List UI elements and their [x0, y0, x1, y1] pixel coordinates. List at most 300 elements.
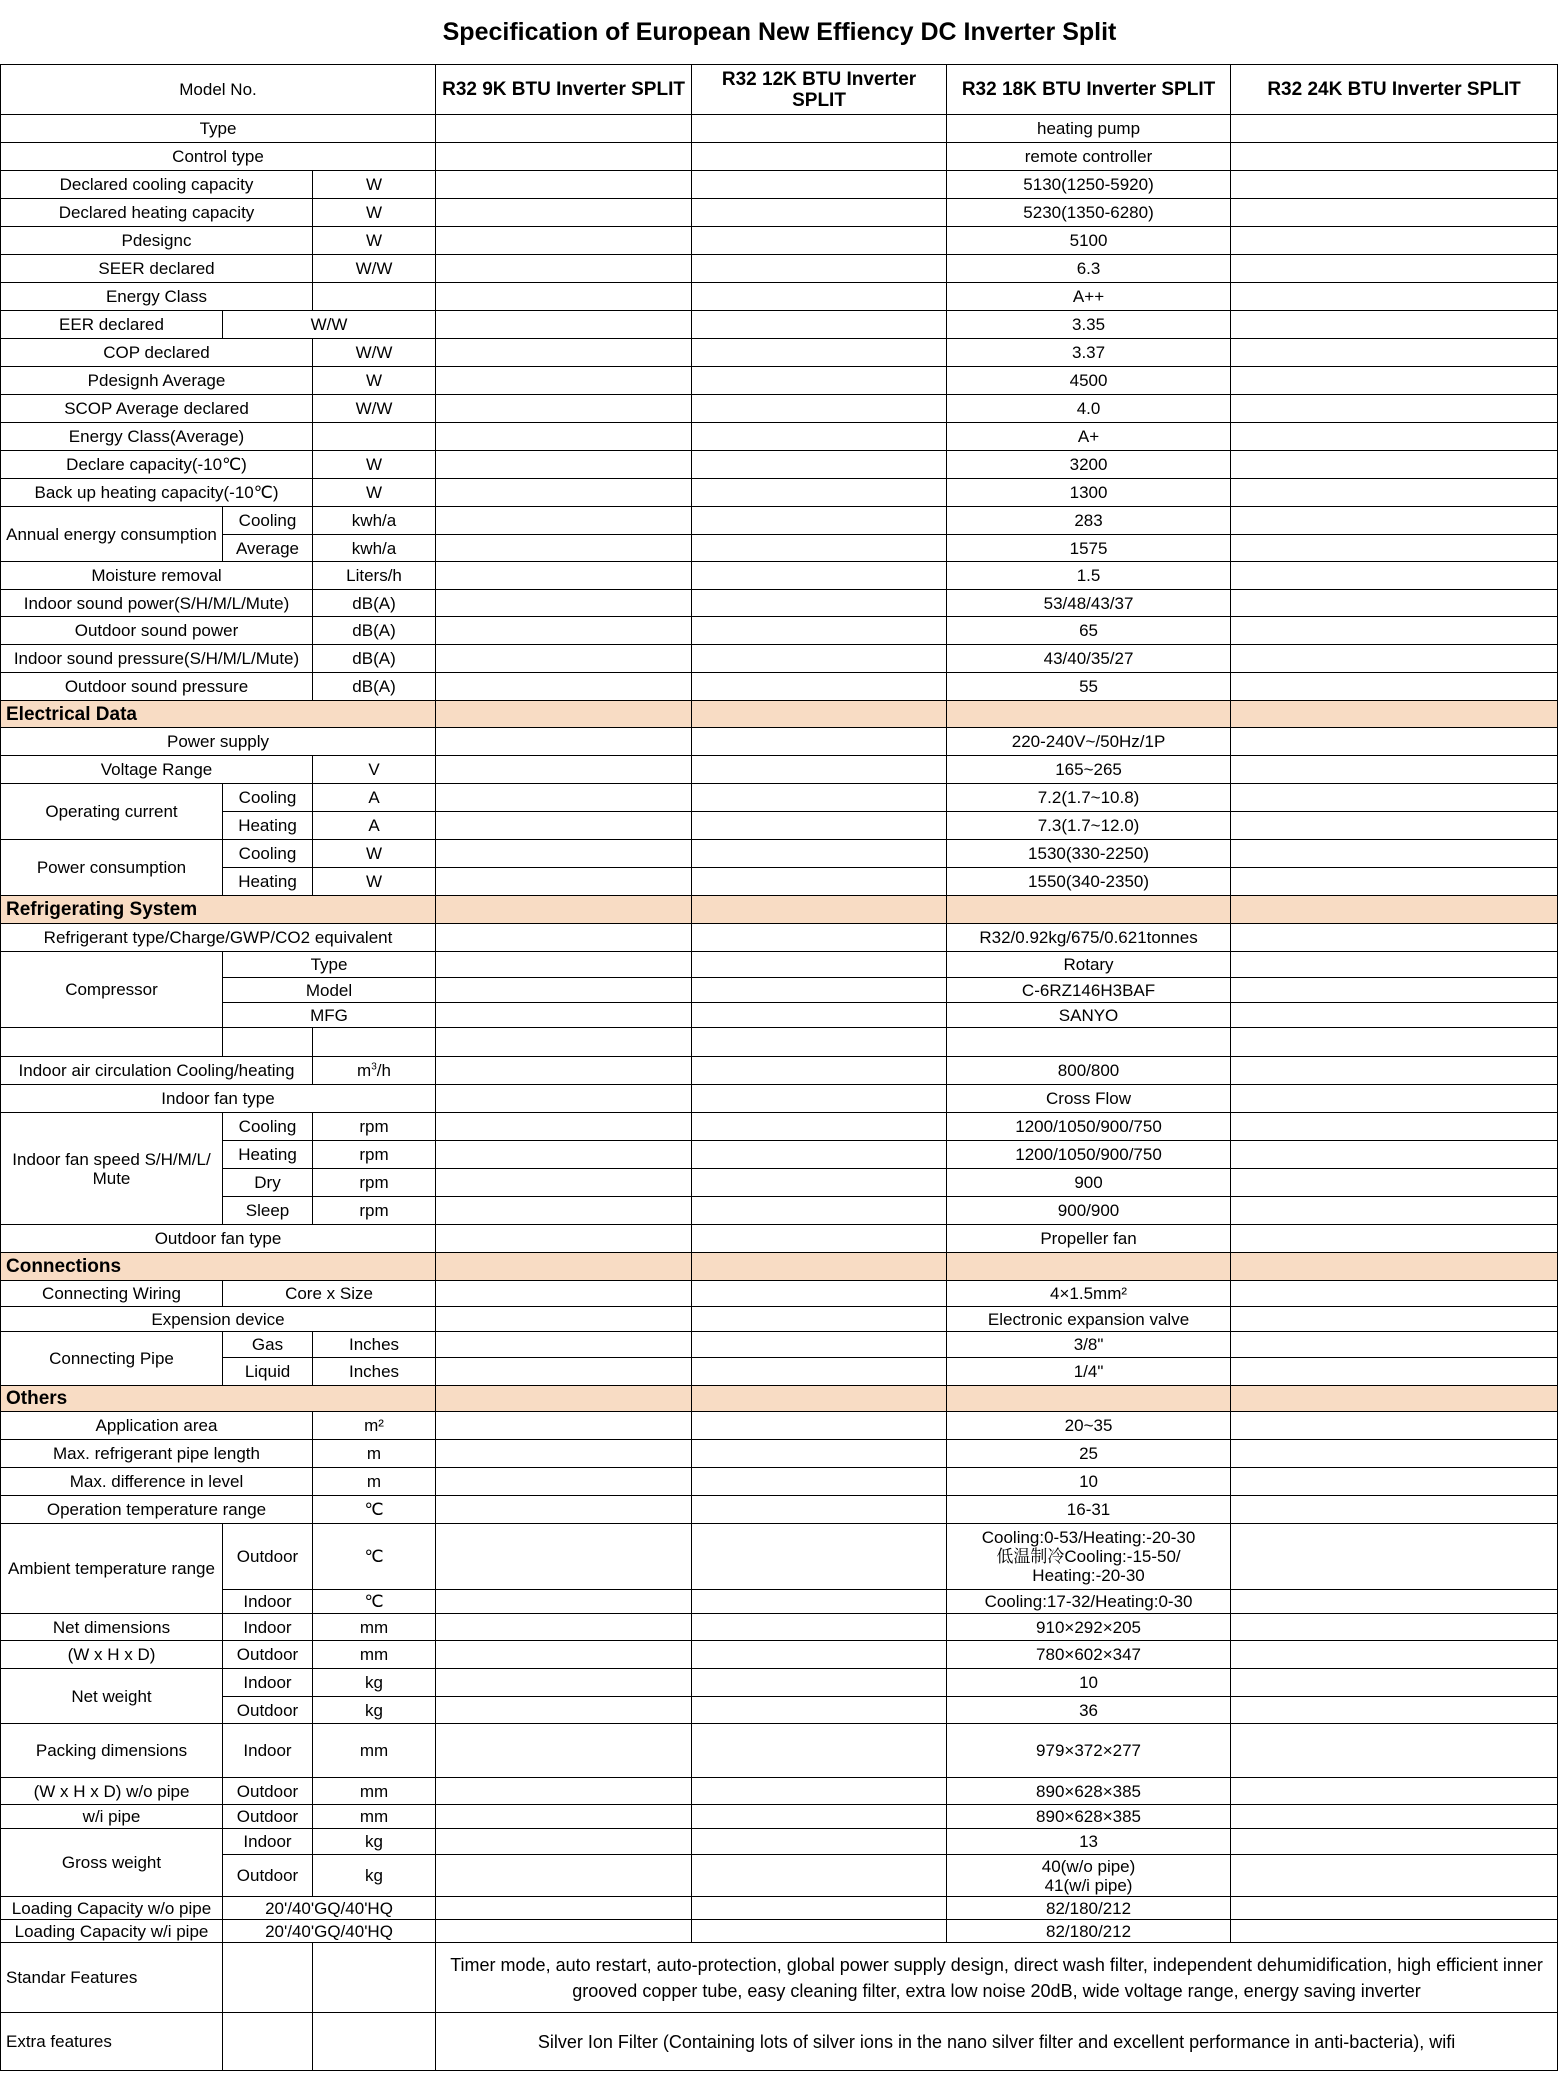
cell-9k: [436, 199, 692, 227]
cell-9k: [436, 952, 692, 978]
cell-12k: [692, 1085, 947, 1113]
cell-24k: [1231, 701, 1558, 728]
cell-24k: [1231, 978, 1558, 1003]
table-row: [1, 1524, 1558, 1590]
cell-18k: 1300: [947, 479, 1231, 507]
row-label: Energy Class: [1, 283, 313, 311]
cell-9k: [436, 479, 692, 507]
cell-12k: [692, 1697, 947, 1724]
cell-18k: 65: [947, 617, 1231, 645]
cell-9k: [436, 868, 692, 896]
row-unit: mm: [313, 1641, 436, 1669]
table-row: [1, 1697, 1558, 1724]
section-header-others: Others: [1, 1386, 436, 1412]
section-header-refrigerating: Refrigerating System: [1, 896, 436, 924]
cell-12k: [692, 756, 947, 784]
row-sublabel: Outdoor: [223, 1697, 313, 1724]
cell-18k: A++: [947, 283, 1231, 311]
cell-12k: [692, 1468, 947, 1496]
cell-24k: [1231, 1897, 1558, 1920]
table-row: [1, 1829, 1558, 1855]
cell-12k: [692, 784, 947, 812]
cell-18k: 5130(1250-5920): [947, 171, 1231, 199]
row-sublabel: Heating: [223, 1141, 313, 1169]
cell-12k: [692, 535, 947, 562]
cell-18k: [947, 701, 1231, 728]
row-unit: kg: [313, 1697, 436, 1724]
cell-18k: 6.3: [947, 255, 1231, 283]
table-row: [1, 1641, 1558, 1669]
row-label: Declare capacity(-10℃): [1, 451, 313, 479]
row-sublabel: Cooling: [223, 1113, 313, 1141]
cell-9k: [436, 840, 692, 868]
cell-24k: [1231, 1614, 1558, 1641]
row-unit: kg: [313, 1829, 436, 1855]
row-label: Max. difference in level: [1, 1468, 313, 1496]
row-label: Outdoor fan type: [1, 1225, 436, 1253]
cell-12k: [692, 590, 947, 617]
table-row: [1, 283, 1558, 311]
cell-24k: [1231, 1440, 1558, 1468]
cell-12k: [692, 1440, 947, 1468]
row-unit: rpm: [313, 1141, 436, 1169]
row-label: EER declared: [1, 311, 223, 339]
cell-9k: [436, 924, 692, 952]
row-label: Connecting Wiring: [1, 1281, 223, 1307]
table-row: [1, 1057, 1558, 1085]
table-row: [1, 952, 1558, 978]
cell-24k: [1231, 1057, 1558, 1085]
row-label: Extra features: [1, 2013, 223, 2071]
row-unit: W: [313, 199, 436, 227]
cell-24k: [1231, 423, 1558, 451]
cell-18k: Electronic expansion valve: [947, 1307, 1231, 1332]
cell-9k: [436, 978, 692, 1003]
cell-12k: [692, 978, 947, 1003]
row-label: Ambient temperature range: [1, 1524, 223, 1614]
cell-24k: [1231, 562, 1558, 590]
model-18k-header: R32 18K BTU Inverter SPLIT: [947, 65, 1231, 115]
cell-18k: 910×292×205: [947, 1614, 1231, 1641]
row-label: Indoor fan type: [1, 1085, 436, 1113]
cell-12k: [692, 1197, 947, 1225]
cell-9k: [436, 227, 692, 255]
cell-12k: [692, 562, 947, 590]
cell-18k: 7.2(1.7~10.8): [947, 784, 1231, 812]
cell-9k: [436, 701, 692, 728]
row-unit: 20'/40'GQ/40'HQ: [223, 1920, 436, 1943]
cell-24k: [1231, 1141, 1558, 1169]
model-12k-header: R32 12K BTU Inverter SPLIT: [692, 65, 947, 115]
row-label: Declared heating capacity: [1, 199, 313, 227]
cell-18k: 36: [947, 1697, 1231, 1724]
row-unit: W/W: [313, 255, 436, 283]
cell-9k: [436, 1386, 692, 1412]
cell-24k: [1231, 924, 1558, 952]
section-row: [1, 1386, 1558, 1412]
cell-24k: [1231, 896, 1558, 924]
cell-18k: 7.3(1.7~12.0): [947, 812, 1231, 840]
table-row: [1, 395, 1558, 423]
table-row: [1, 1197, 1558, 1225]
cell-24k: [1231, 1113, 1558, 1141]
row-sublabel: Cooling: [223, 507, 313, 535]
cell-12k: [692, 1412, 947, 1440]
table-row: [1, 1943, 1558, 2013]
extra-features-text: Silver Ion Filter (Containing lots of silver ions in the nano silver filter and excellent performance in anti-bacteria), wifi: [436, 2013, 1558, 2071]
cell-12k: [692, 1614, 947, 1641]
cell-9k: [436, 1141, 692, 1169]
cell-9k: [436, 562, 692, 590]
cell-24k: [1231, 1855, 1558, 1897]
cell-18k: 10: [947, 1669, 1231, 1697]
cell-18k: [947, 896, 1231, 924]
cell-18k: 1575: [947, 535, 1231, 562]
cell-12k: [692, 701, 947, 728]
cell-24k: [1231, 115, 1558, 143]
cell-9k: [436, 896, 692, 924]
row-unit: 20'/40'GQ/40'HQ: [223, 1897, 436, 1920]
row-label: [1, 1028, 223, 1057]
row-unit: W: [313, 840, 436, 868]
cell-12k: [692, 728, 947, 756]
cell-9k: [436, 1085, 692, 1113]
table-row: [1, 1358, 1558, 1386]
value-line: 低温制冷Cooling:-15-50/: [996, 1547, 1181, 1566]
table-row: [1, 339, 1558, 367]
cell-24k: [1231, 199, 1558, 227]
cell-24k: [1231, 868, 1558, 896]
table-row: [1, 227, 1558, 255]
table-row: [1, 1778, 1558, 1805]
cell-9k: [436, 728, 692, 756]
table-row: [1, 1307, 1558, 1332]
table-row: [1, 978, 1558, 1003]
value-line: 41(w/i pipe): [1044, 1875, 1133, 1895]
cell-24k: [1231, 1805, 1558, 1829]
cell-12k: [692, 199, 947, 227]
row-unit: Inches: [313, 1332, 436, 1358]
cell-12k: [692, 1496, 947, 1524]
cell-12k: [692, 673, 947, 701]
table-row: [1, 1590, 1558, 1614]
cell-18k: remote controller: [947, 143, 1231, 171]
row-unit: m²: [313, 1412, 436, 1440]
standard-features-text: Timer mode, auto restart, auto-protection, global power supply design, direct wash filter, independent dehumidification, high efficient inner grooved copper tube, easy cleaning filter, extra low noise 20dB, wide voltage range, energy saving inverter: [436, 1943, 1558, 2013]
row-sublabel: Indoor: [223, 1590, 313, 1614]
table-row: [1, 115, 1558, 143]
cell-12k: [692, 1524, 947, 1590]
cell-18k: 1.5: [947, 562, 1231, 590]
row-sublabel: Outdoor: [223, 1778, 313, 1805]
row-label: w/i pipe: [1, 1805, 223, 1829]
table-row: [1, 1614, 1558, 1641]
cell-18k: Rotary: [947, 952, 1231, 978]
section-row: [1, 701, 1558, 728]
row-label: (W x H x D): [1, 1641, 223, 1669]
row-unit: rpm: [313, 1169, 436, 1197]
table-row: [1, 1028, 1558, 1057]
cell-18k: 10: [947, 1468, 1231, 1496]
cell-24k: [1231, 1778, 1558, 1805]
cell-9k: [436, 1307, 692, 1332]
row-label: COP declared: [1, 339, 313, 367]
cell-9k: [436, 1113, 692, 1141]
row-label: Declared cooling capacity: [1, 171, 313, 199]
cell-18k: 16-31: [947, 1496, 1231, 1524]
row-sublabel: [223, 1028, 313, 1057]
cell-18k: 43/40/35/27: [947, 645, 1231, 673]
cell-12k: [692, 367, 947, 395]
unit-base: m: [357, 1061, 372, 1080]
row-sublabel: Outdoor: [223, 1641, 313, 1669]
row-unit: W/W: [223, 311, 436, 339]
cell-9k: [436, 1524, 692, 1590]
row-label: Indoor sound pressure(S/H/M/L/Mute): [1, 645, 313, 673]
cell-24k: [1231, 311, 1558, 339]
table-row: [1, 1412, 1558, 1440]
row-label: Application area: [1, 1412, 313, 1440]
cell-12k: [692, 255, 947, 283]
row-unit: W: [313, 367, 436, 395]
cell-9k: [436, 423, 692, 451]
cell-24k: [1231, 1358, 1558, 1386]
cell-18k: 165~265: [947, 756, 1231, 784]
row-label: Annual energy consumption: [1, 507, 223, 562]
cell-18k: 20~35: [947, 1412, 1231, 1440]
row-unit: dB(A): [313, 590, 436, 617]
table-row: [1, 2013, 1558, 2071]
cell-12k: [692, 1028, 947, 1057]
row-label: Packing dimensions: [1, 1724, 223, 1778]
cell-12k: [692, 1386, 947, 1412]
table-row: [1, 1085, 1558, 1113]
cell-9k: [436, 1778, 692, 1805]
table-row: [1, 673, 1558, 701]
cell-24k: [1231, 1412, 1558, 1440]
row-label: Pdesignh Average: [1, 367, 313, 395]
cell-18k: 3.37: [947, 339, 1231, 367]
table-row: [1, 1805, 1558, 1829]
cell-12k: [692, 1724, 947, 1778]
cell-9k: [436, 756, 692, 784]
cell-18k: 5100: [947, 227, 1231, 255]
cell-12k: [692, 952, 947, 978]
table-row: [1, 1855, 1558, 1897]
row-unit: W: [313, 227, 436, 255]
cell-24k: [1231, 728, 1558, 756]
row-sublabel: Cooling: [223, 840, 313, 868]
cell-9k: [436, 673, 692, 701]
cell-24k: [1231, 1590, 1558, 1614]
cell-18k: 283: [947, 507, 1231, 535]
section-row: [1, 896, 1558, 924]
table-row: [1, 171, 1558, 199]
table-row: [1, 199, 1558, 227]
row-sublabel: Indoor: [223, 1614, 313, 1641]
row-label: Type: [1, 115, 436, 143]
row-unit: dB(A): [313, 645, 436, 673]
cell-24k: [1231, 1197, 1558, 1225]
table-row: [1, 1724, 1558, 1778]
row-unit: ℃: [313, 1590, 436, 1614]
cell-24k: [1231, 227, 1558, 255]
cell-12k: [692, 339, 947, 367]
cell-24k: [1231, 617, 1558, 645]
cell-9k: [436, 1281, 692, 1307]
cell-9k: [436, 1724, 692, 1778]
cell-18k: heating pump: [947, 115, 1231, 143]
row-unit: [313, 1028, 436, 1057]
cell-24k: [1231, 1003, 1558, 1028]
cell-12k: [692, 840, 947, 868]
row-unit: kg: [313, 1669, 436, 1697]
table-row: [1, 311, 1558, 339]
cell-9k: [436, 1855, 692, 1897]
cell-24k: [1231, 1281, 1558, 1307]
page-title: Specification of European New Effiency DC Inverter Split: [442, 18, 1117, 46]
section-header-electrical: Electrical Data: [1, 701, 436, 728]
table-row: [1, 1225, 1558, 1253]
row-unit: mm: [313, 1614, 436, 1641]
table-row: [1, 1332, 1558, 1358]
cell-24k: [1231, 1386, 1558, 1412]
table-row: [1, 535, 1558, 562]
cell-18k: 1550(340-2350): [947, 868, 1231, 896]
cell-12k: [692, 479, 947, 507]
row-unit: kwh/a: [313, 507, 436, 535]
cell-12k: [692, 1332, 947, 1358]
cell-24k: [1231, 1641, 1558, 1669]
cell-9k: [436, 1057, 692, 1085]
cell-9k: [436, 590, 692, 617]
table-row: [1, 728, 1558, 756]
cell-18k: 1/4": [947, 1358, 1231, 1386]
table-row: [1, 840, 1558, 868]
row-label: Outdoor sound pressure: [1, 673, 313, 701]
cell-9k: [436, 451, 692, 479]
row-label: Loading Capacity w/i pipe: [1, 1920, 223, 1943]
cell-9k: [436, 1697, 692, 1724]
cell-18k: SANYO: [947, 1003, 1231, 1028]
cell-9k: [436, 535, 692, 562]
row-label: Pdesignc: [1, 227, 313, 255]
table-row: [1, 1440, 1558, 1468]
cell-12k: [692, 1829, 947, 1855]
cell-12k: [692, 171, 947, 199]
cell-18k: R32/0.92kg/675/0.621tonnes: [947, 924, 1231, 952]
cell-9k: [436, 1641, 692, 1669]
table-row: [1, 617, 1558, 645]
cell-18k: 800/800: [947, 1057, 1231, 1085]
cell-12k: [692, 812, 947, 840]
cell-24k: [1231, 171, 1558, 199]
cell-12k: [692, 1141, 947, 1169]
cell-24k: [1231, 952, 1558, 978]
cell-24k: [1231, 143, 1558, 171]
cell-24k: [1231, 1697, 1558, 1724]
cell-18k: [947, 1028, 1231, 1057]
row-unit: [313, 1943, 436, 2013]
row-label: Indoor air circulation Cooling/heating: [1, 1057, 313, 1085]
table-row: [1, 1897, 1558, 1920]
cell-24k: [1231, 283, 1558, 311]
cell-18k: 1200/1050/900/750: [947, 1141, 1231, 1169]
row-unit: mm: [313, 1805, 436, 1829]
row-label: Max. refrigerant pipe length: [1, 1440, 313, 1468]
cell-18k: 13: [947, 1829, 1231, 1855]
cell-12k: [692, 1641, 947, 1669]
row-unit: ℃: [313, 1496, 436, 1524]
row-unit: rpm: [313, 1197, 436, 1225]
cell-18k: 900/900: [947, 1197, 1231, 1225]
cell-24k: [1231, 673, 1558, 701]
row-unit: dB(A): [313, 673, 436, 701]
cell-24k: [1231, 479, 1558, 507]
row-label: Gross weight: [1, 1829, 223, 1897]
cell-18k: 3200: [947, 451, 1231, 479]
cell-24k: [1231, 756, 1558, 784]
table-row: [1, 255, 1558, 283]
cell-12k: [692, 507, 947, 535]
row-label: Power supply: [1, 728, 436, 756]
row-unit: mm: [313, 1724, 436, 1778]
cell-9k: [436, 1590, 692, 1614]
cell-18k: 5230(1350-6280): [947, 199, 1231, 227]
header-row: [1, 65, 1558, 115]
row-label: Energy Class(Average): [1, 423, 313, 451]
cell-12k: [692, 1169, 947, 1197]
cell-18k: 25: [947, 1440, 1231, 1468]
cell-9k: [436, 1253, 692, 1281]
cell-24k: [1231, 367, 1558, 395]
cell-12k: [692, 1805, 947, 1829]
cell-18k: C-6RZ146H3BAF: [947, 978, 1231, 1003]
cell-9k: [436, 645, 692, 673]
table-row: [1, 1496, 1558, 1524]
cell-18k: [947, 1253, 1231, 1281]
cell-12k: [692, 617, 947, 645]
row-label: Power consumption: [1, 840, 223, 896]
cell-24k: [1231, 535, 1558, 562]
cell-18k: 1200/1050/900/750: [947, 1113, 1231, 1141]
model-9k-header: R32 9K BTU Inverter SPLIT: [436, 65, 692, 115]
cell-24k: [1231, 1496, 1558, 1524]
cell-9k: [436, 143, 692, 171]
cell-12k: [692, 645, 947, 673]
row-unit: [313, 1057, 436, 1085]
table-row: [1, 784, 1558, 812]
table-row: [1, 1141, 1558, 1169]
cell-12k: [692, 1225, 947, 1253]
cell-24k: [1231, 451, 1558, 479]
table-row: [1, 812, 1558, 840]
cell-9k: [436, 311, 692, 339]
row-sublabel: Heating: [223, 868, 313, 896]
cell-18k: [947, 1524, 1231, 1590]
row-sublabel: MFG: [223, 1003, 436, 1028]
cell-12k: [692, 924, 947, 952]
row-sublabel: Indoor: [223, 1669, 313, 1697]
cell-12k: [692, 1855, 947, 1897]
row-unit: Liters/h: [313, 562, 436, 590]
row-label: Voltage Range: [1, 756, 313, 784]
model-24k-header: R32 24K BTU Inverter SPLIT: [1231, 65, 1558, 115]
table-row: [1, 645, 1558, 673]
cell-24k: [1231, 1253, 1558, 1281]
cell-9k: [436, 1358, 692, 1386]
row-label: Expension device: [1, 1307, 436, 1332]
